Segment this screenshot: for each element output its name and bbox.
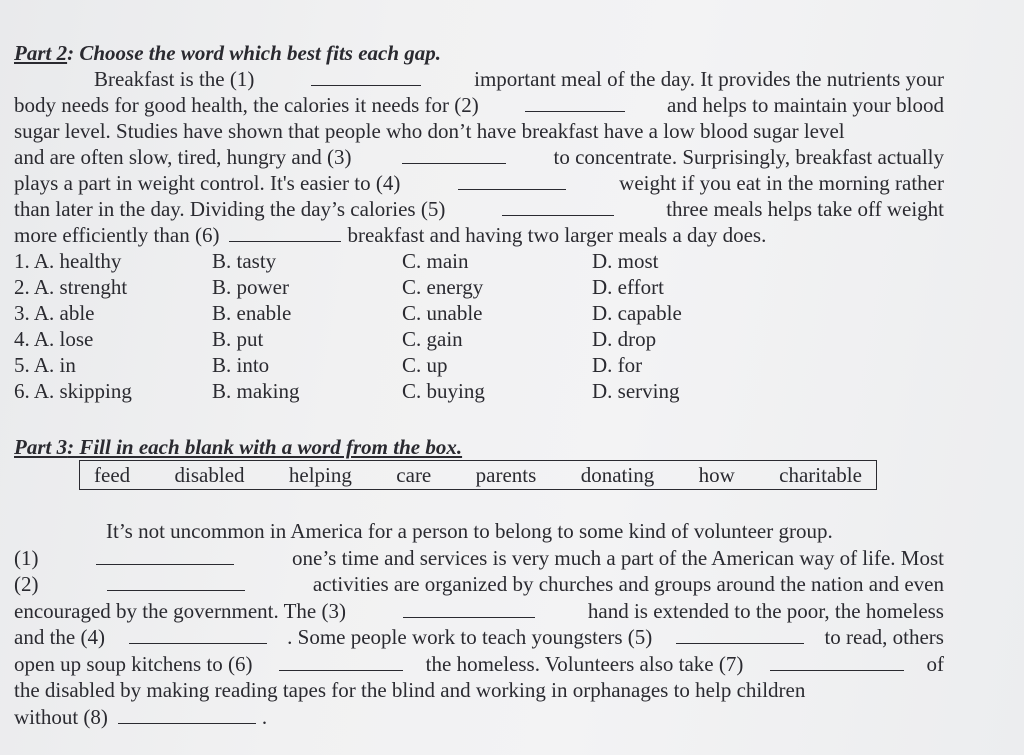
box-word: helping <box>288 463 352 487</box>
gap-blank-1 <box>311 66 421 86</box>
option-row: 1. A. healthy B. tasty C. main D. most <box>14 249 659 273</box>
fill-blank-6 <box>279 651 403 671</box>
passage-line: and the (4) . Some people work to teach youngsters (5) to read, others <box>14 625 944 649</box>
fill-blank-3 <box>403 598 535 618</box>
part2-label: Part 2 <box>14 41 68 65</box>
passage-line: than later in the day. Dividing the day’s calories (5) three meals helps take off weight <box>14 197 944 221</box>
passage-line: more efficiently than (6) breakfast and having two larger meals a day does. <box>14 223 767 247</box>
passage-line: Breakfast is the (1) important meal of the day. It provides the nutrients your <box>94 67 944 91</box>
fill-blank-2 <box>107 571 245 591</box>
fill-blank-8 <box>118 704 256 724</box>
passage-line: (2) activities are organized by churches and groups around the nation and even <box>14 572 944 596</box>
part2-title: : Choose the word which best fits each gap. <box>67 41 442 65</box>
gap-blank-3 <box>402 144 506 164</box>
box-word: charitable <box>779 463 862 487</box>
answer-options <box>14 248 944 404</box>
passage-line: the disabled by making reading tapes for the blind and working in orphanages to help children <box>14 678 806 702</box>
part3-title: : Fill in each blank with a word from the box. <box>67 435 463 459</box>
gap-blank-5 <box>502 196 614 216</box>
passage-line: plays a part in weight control. It's easier to (4) weight if you eat in the morning rather <box>14 171 944 195</box>
part3-passage <box>14 518 944 730</box>
option-row: 5. A. in B. into C. up D. for <box>14 353 643 377</box>
passage-line: open up soup kitchens to (6) the homeless. Volunteers also take (7) of <box>14 651 944 676</box>
box-word: how <box>698 463 735 487</box>
option-row: 3. A. able B. enable C. unable D. capable <box>14 301 682 325</box>
passage-line: and are often slow, tired, hungry and (3) to concentrate. Surprisingly, breakfast actually <box>14 145 944 169</box>
fill-blank-7 <box>770 651 904 671</box>
worksheet <box>14 40 944 730</box>
word-box <box>79 460 877 490</box>
passage-line: without (8) . <box>14 704 268 729</box>
passage-line: sugar level. Studies have shown that people who don’t have breakfast have a low blood sugar level <box>14 119 845 143</box>
part3-heading <box>14 434 944 460</box>
fill-blank-1 <box>96 545 234 565</box>
fill-blank-4 <box>129 624 267 644</box>
box-word: donating <box>580 463 655 487</box>
box-word: disabled <box>174 463 245 487</box>
box-word: feed <box>94 463 131 487</box>
part2-heading <box>14 40 944 66</box>
passage-line: encouraged by the government. The (3) hand is extended to the poor, the homeless <box>14 598 944 623</box>
gap-blank-2 <box>525 92 625 112</box>
option-row: 4. A. lose B. put C. gain D. drop <box>14 327 657 351</box>
option-row: 6. A. skipping B. making C. buying D. serving <box>14 379 680 403</box>
part3-label: Part 3 <box>14 435 68 459</box>
gap-blank-6 <box>229 222 341 242</box>
part2-passage <box>14 66 944 248</box>
passage-line: body needs for good health, the calories it needs for (2) and helps to maintain your blood <box>14 93 944 117</box>
fill-blank-5 <box>676 624 804 644</box>
box-word: parents <box>475 463 537 487</box>
option-row: 2. A. strenght B. power C. energy D. effort <box>14 275 664 299</box>
gap-blank-4 <box>458 170 566 190</box>
passage-line: (1) one’s time and services is very much a part of the American way of life. Most <box>14 545 944 570</box>
passage-line: It’s not uncommon in America for a person to belong to some kind of volunteer group. <box>106 519 833 543</box>
box-word: care <box>396 463 432 487</box>
